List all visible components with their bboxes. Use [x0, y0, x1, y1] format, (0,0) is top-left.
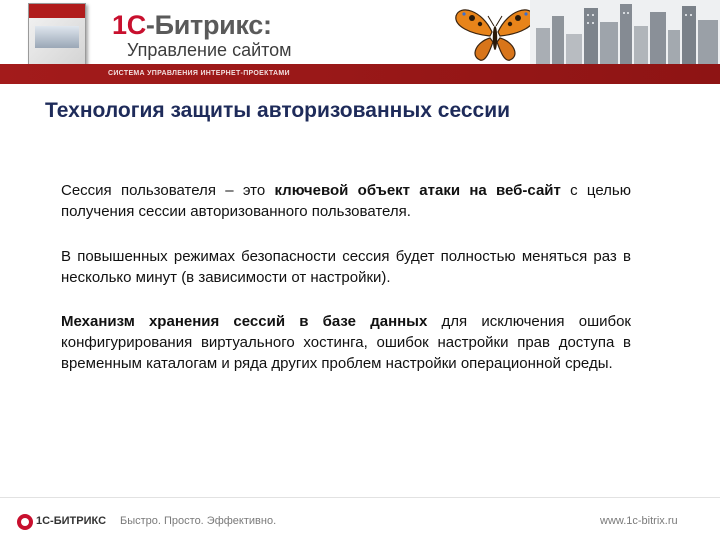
header-bar-caption: СИСТЕМА УПРАВЛЕНИЯ ИНТЕРНЕТ-ПРОЕКТАМИ — [108, 70, 290, 77]
footer-slogan: Быстро. Просто. Эффективно. — [120, 515, 277, 527]
paragraph-session — [61, 180, 631, 222]
bitrix-logo-icon — [17, 514, 33, 530]
paragraph-text: Сессия пользователя – это — [61, 182, 275, 199]
paragraph-security-mode: В повышенных режимах безопасности сессия будет полностью меняться раз в несколько минут (в зависимости от настройки). — [61, 248, 631, 286]
brand-logo — [112, 10, 272, 41]
brand-logo-name: -Битрикс: — [145, 10, 272, 40]
paragraph-text: для исключения ошибок конфигурирования виртуального хостинга, ошибок настройки прав доступа в временным каталогам и ряда других проблем настройки операционной среды. — [61, 313, 631, 372]
butterfly-image — [452, 2, 538, 66]
product-name: Управление сайтом — [127, 40, 292, 60]
slide-title: Технология защиты авторизованных сессии — [45, 99, 511, 122]
paragraph-db-storage — [61, 311, 631, 374]
header-bar — [0, 64, 720, 84]
paragraph-keyword: Механизм хранения сессий в базе данных — [61, 313, 428, 330]
footer-logo: 1С-БИТРИКС — [36, 515, 107, 527]
paragraph-text: с целью получения сессии авторизованного пользователя. — [61, 182, 631, 220]
header — [0, 0, 720, 84]
brand-logo-prefix: 1С — [112, 10, 146, 40]
footer-divider — [0, 497, 720, 498]
paragraph-keyword: ключевой объект атаки на веб-сайт — [274, 182, 561, 199]
footer-url: www.1c-bitrix.ru — [600, 515, 678, 527]
city-skyline-image — [530, 0, 720, 64]
